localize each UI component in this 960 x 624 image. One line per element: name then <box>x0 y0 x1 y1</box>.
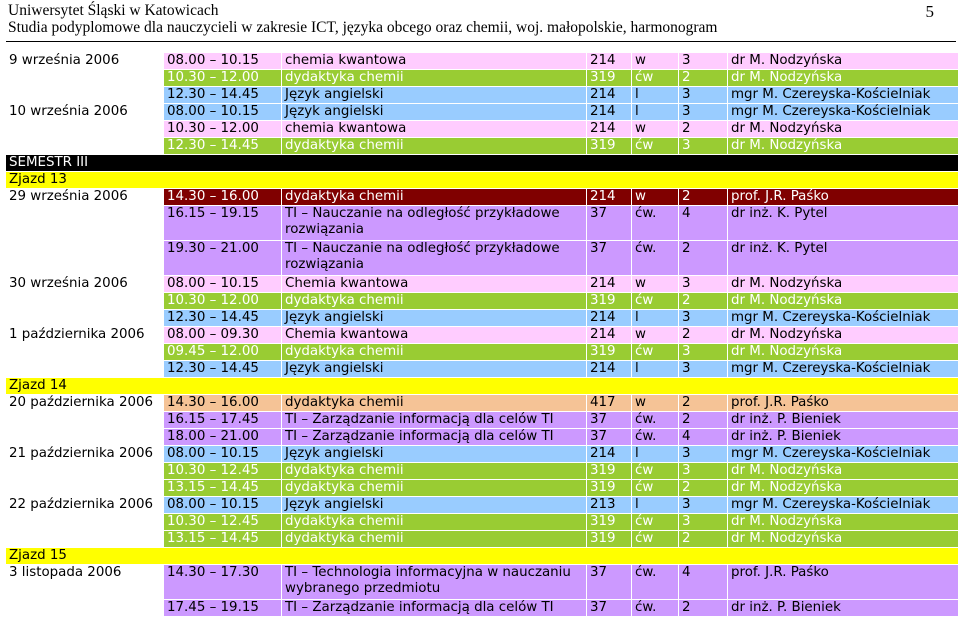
class-type-cell: w <box>632 395 679 412</box>
date-cell: 3 listopada 2006 <box>6 565 164 600</box>
subject-cell: dydaktyka chemii <box>282 531 587 548</box>
date-cell <box>6 87 164 104</box>
date-cell <box>6 531 164 548</box>
program-title: Studia podyplomowe dla nauczycieli w zakresie ICT, języka obcego oraz chemii, woj. małopolskie, harmonogram <box>8 19 718 36</box>
schedule-row <box>6 395 959 412</box>
teacher-cell: mgr M. Czereyska-Kościelniak <box>728 104 959 121</box>
university-name: Uniwersytet Śląski w Katowicach <box>8 2 219 19</box>
class-type-cell: ćw <box>632 293 679 310</box>
time-cell: 16.15 – 17.45 <box>164 412 282 429</box>
teacher-cell: dr M. Nodzyńska <box>728 121 959 138</box>
zjazd-label: Zjazd 13 <box>6 172 959 189</box>
zjazd-row <box>6 378 959 395</box>
hours-cell: 2 <box>679 70 728 87</box>
subject-cell: Język angielski <box>282 104 587 121</box>
schedule-row <box>6 600 959 617</box>
class-type-cell: ćw. <box>632 600 679 617</box>
schedule-row <box>6 206 959 241</box>
schedule-row <box>6 565 959 600</box>
schedule-row <box>6 327 959 344</box>
hours-cell: 3 <box>679 104 728 121</box>
class-type-cell: ćw. <box>632 429 679 446</box>
date-cell <box>6 121 164 138</box>
hours-cell: 2 <box>679 412 728 429</box>
room-cell: 319 <box>587 138 632 155</box>
hours-cell: 3 <box>679 138 728 155</box>
date-cell <box>6 70 164 87</box>
class-type-cell: l <box>632 104 679 121</box>
subject-cell: Język angielski <box>282 87 587 104</box>
room-cell: 214 <box>587 87 632 104</box>
class-type-cell: ćw <box>632 344 679 361</box>
date-cell <box>6 344 164 361</box>
date-cell <box>6 429 164 446</box>
room-cell: 214 <box>587 53 632 70</box>
subject-cell: chemia kwantowa <box>282 121 587 138</box>
teacher-cell: dr inż. P. Bieniek <box>728 600 959 617</box>
subject-cell: dydaktyka chemii <box>282 344 587 361</box>
hours-cell: 2 <box>679 327 728 344</box>
time-cell: 16.15 – 19.15 <box>164 206 282 241</box>
teacher-cell: dr M. Nodzyńska <box>728 138 959 155</box>
class-type-cell: l <box>632 361 679 378</box>
room-cell: 213 <box>587 497 632 514</box>
class-type-cell: ćw. <box>632 412 679 429</box>
class-type-cell: w <box>632 276 679 293</box>
date-cell: 10 września 2006 <box>6 104 164 121</box>
class-type-cell: l <box>632 87 679 104</box>
room-cell: 214 <box>587 276 632 293</box>
hours-cell: 2 <box>679 189 728 206</box>
time-cell: 08.00 – 10.15 <box>164 104 282 121</box>
schedule-row <box>6 53 959 70</box>
room-cell: 214 <box>587 104 632 121</box>
class-type-cell: ćw. <box>632 241 679 276</box>
class-type-cell: w <box>632 53 679 70</box>
teacher-cell: dr M. Nodzyńska <box>728 53 959 70</box>
hours-cell: 2 <box>679 480 728 497</box>
schedule-row <box>6 276 959 293</box>
hours-cell: 2 <box>679 395 728 412</box>
room-cell: 417 <box>587 395 632 412</box>
hours-cell: 4 <box>679 429 728 446</box>
subject-cell: dydaktyka chemii <box>282 480 587 497</box>
time-cell: 08.00 – 10.15 <box>164 497 282 514</box>
room-cell: 37 <box>587 429 632 446</box>
hours-cell: 2 <box>679 600 728 617</box>
date-cell: 1 października 2006 <box>6 327 164 344</box>
schedule-table <box>5 52 959 617</box>
schedule-row <box>6 344 959 361</box>
date-cell: 30 września 2006 <box>6 276 164 293</box>
teacher-cell: dr M. Nodzyńska <box>728 327 959 344</box>
date-cell <box>6 480 164 497</box>
subject-cell: TI – Zarządzanie informacją dla celów TI <box>282 412 587 429</box>
zjazd-label: Zjazd 15 <box>6 548 959 565</box>
date-cell <box>6 463 164 480</box>
room-cell: 214 <box>587 446 632 463</box>
time-cell: 10.30 – 12.45 <box>164 514 282 531</box>
room-cell: 37 <box>587 241 632 276</box>
teacher-cell: dr M. Nodzyńska <box>728 480 959 497</box>
time-cell: 18.00 – 21.00 <box>164 429 282 446</box>
schedule-row <box>6 87 959 104</box>
class-type-cell: w <box>632 189 679 206</box>
date-cell <box>6 361 164 378</box>
room-cell: 319 <box>587 480 632 497</box>
schedule-row <box>6 429 959 446</box>
room-cell: 214 <box>587 327 632 344</box>
room-cell: 319 <box>587 463 632 480</box>
hours-cell: 3 <box>679 446 728 463</box>
zjazd-label: Zjazd 14 <box>6 378 959 395</box>
class-type-cell: l <box>632 310 679 327</box>
room-cell: 319 <box>587 344 632 361</box>
teacher-cell: dr M. Nodzyńska <box>728 276 959 293</box>
time-cell: 14.30 – 16.00 <box>164 395 282 412</box>
subject-cell: TI – Zarządzanie informacją dla celów TI <box>282 600 587 617</box>
teacher-cell: prof. J.R. Paśko <box>728 565 959 600</box>
teacher-cell: mgr M. Czereyska-Kościelniak <box>728 497 959 514</box>
hours-cell: 4 <box>679 206 728 241</box>
teacher-cell: mgr M. Czereyska-Kościelniak <box>728 446 959 463</box>
subject-cell: dydaktyka chemii <box>282 138 587 155</box>
time-cell: 08.00 – 10.15 <box>164 276 282 293</box>
schedule-row <box>6 361 959 378</box>
teacher-cell: prof. J.R. Paśko <box>728 189 959 206</box>
subject-cell: Język angielski <box>282 497 587 514</box>
date-cell <box>6 138 164 155</box>
date-cell <box>6 514 164 531</box>
time-cell: 14.30 – 16.00 <box>164 189 282 206</box>
subject-cell: dydaktyka chemii <box>282 189 587 206</box>
schedule-row <box>6 446 959 463</box>
teacher-cell: mgr M. Czereyska-Kościelniak <box>728 361 959 378</box>
hours-cell: 3 <box>679 514 728 531</box>
subject-cell: dydaktyka chemii <box>282 293 587 310</box>
teacher-cell: dr M. Nodzyńska <box>728 463 959 480</box>
subject-cell: chemia kwantowa <box>282 53 587 70</box>
subject-cell: dydaktyka chemii <box>282 395 587 412</box>
room-cell: 214 <box>587 310 632 327</box>
room-cell: 319 <box>587 70 632 87</box>
room-cell: 37 <box>587 600 632 617</box>
teacher-cell: dr M. Nodzyńska <box>728 70 959 87</box>
room-cell: 37 <box>587 565 632 600</box>
hours-cell: 3 <box>679 53 728 70</box>
hours-cell: 3 <box>679 87 728 104</box>
schedule-row <box>6 70 959 87</box>
schedule-row <box>6 497 959 514</box>
time-cell: 13.15 – 14.45 <box>164 531 282 548</box>
time-cell: 10.30 – 12.00 <box>164 121 282 138</box>
class-type-cell: l <box>632 446 679 463</box>
date-cell <box>6 206 164 241</box>
date-cell: 21 października 2006 <box>6 446 164 463</box>
class-type-cell: ćw <box>632 480 679 497</box>
date-cell <box>6 293 164 310</box>
schedule-body <box>6 53 959 617</box>
subject-cell: Język angielski <box>282 446 587 463</box>
teacher-cell: dr M. Nodzyńska <box>728 293 959 310</box>
subject-cell: TI – Nauczanie na odległość przykładowe rozwiązania <box>282 206 587 241</box>
subject-cell: TI – Zarządzanie informacją dla celów TI <box>282 429 587 446</box>
date-cell <box>6 310 164 327</box>
schedule-row <box>6 310 959 327</box>
teacher-cell: dr inż. K. Pytel <box>728 206 959 241</box>
subject-cell: Język angielski <box>282 310 587 327</box>
class-type-cell: ćw <box>632 531 679 548</box>
hours-cell: 3 <box>679 344 728 361</box>
date-cell: 29 września 2006 <box>6 189 164 206</box>
date-cell <box>6 600 164 617</box>
time-cell: 17.45 – 19.15 <box>164 600 282 617</box>
teacher-cell: dr inż. P. Bieniek <box>728 429 959 446</box>
time-cell: 12.30 – 14.45 <box>164 310 282 327</box>
date-cell: 22 października 2006 <box>6 497 164 514</box>
schedule-row <box>6 104 959 121</box>
schedule-row <box>6 412 959 429</box>
hours-cell: 2 <box>679 293 728 310</box>
subject-cell: dydaktyka chemii <box>282 514 587 531</box>
schedule-row <box>6 189 959 206</box>
time-cell: 14.30 – 17.30 <box>164 565 282 600</box>
room-cell: 319 <box>587 514 632 531</box>
schedule-row <box>6 121 959 138</box>
semester-label: SEMESTR III <box>6 155 959 172</box>
time-cell: 19.30 – 21.00 <box>164 241 282 276</box>
hours-cell: 3 <box>679 310 728 327</box>
hours-cell: 3 <box>679 276 728 293</box>
time-cell: 08.00 – 10.15 <box>164 446 282 463</box>
hours-cell: 3 <box>679 497 728 514</box>
schedule-row <box>6 241 959 276</box>
room-cell: 319 <box>587 531 632 548</box>
class-type-cell: w <box>632 327 679 344</box>
schedule-row <box>6 531 959 548</box>
hours-cell: 2 <box>679 531 728 548</box>
teacher-cell: dr M. Nodzyńska <box>728 514 959 531</box>
subject-cell: dydaktyka chemii <box>282 463 587 480</box>
page-number: 5 <box>925 2 934 21</box>
teacher-cell: dr inż. K. Pytel <box>728 241 959 276</box>
date-cell: 9 września 2006 <box>6 53 164 70</box>
schedule-row <box>6 138 959 155</box>
zjazd-row <box>6 548 959 565</box>
teacher-cell: prof. J.R. Paśko <box>728 395 959 412</box>
class-type-cell: ćw <box>632 138 679 155</box>
date-cell: 20 października 2006 <box>6 395 164 412</box>
time-cell: 12.30 – 14.45 <box>164 138 282 155</box>
time-cell: 10.30 – 12.00 <box>164 293 282 310</box>
header-divider <box>6 41 956 42</box>
subject-cell: TI – Technologia informacyjna w nauczaniu wybranego przedmiotu <box>282 565 587 600</box>
time-cell: 08.00 – 10.15 <box>164 53 282 70</box>
hours-cell: 3 <box>679 361 728 378</box>
class-type-cell: ćw <box>632 514 679 531</box>
teacher-cell: dr M. Nodzyńska <box>728 531 959 548</box>
schedule-row <box>6 293 959 310</box>
class-type-cell: ćw <box>632 463 679 480</box>
hours-cell: 3 <box>679 463 728 480</box>
class-type-cell: ćw. <box>632 565 679 600</box>
room-cell: 319 <box>587 293 632 310</box>
teacher-cell: dr M. Nodzyńska <box>728 344 959 361</box>
document-header <box>8 2 717 36</box>
hours-cell: 2 <box>679 121 728 138</box>
time-cell: 12.30 – 14.45 <box>164 87 282 104</box>
time-cell: 10.30 – 12.45 <box>164 463 282 480</box>
room-cell: 214 <box>587 121 632 138</box>
room-cell: 214 <box>587 189 632 206</box>
time-cell: 08.00 – 09.30 <box>164 327 282 344</box>
time-cell: 10.30 – 12.00 <box>164 70 282 87</box>
subject-cell: Chemia kwantowa <box>282 276 587 293</box>
semester-row <box>6 155 959 172</box>
subject-cell: dydaktyka chemii <box>282 70 587 87</box>
subject-cell: Chemia kwantowa <box>282 327 587 344</box>
date-cell <box>6 412 164 429</box>
room-cell: 214 <box>587 361 632 378</box>
teacher-cell: mgr M. Czereyska-Kościelniak <box>728 87 959 104</box>
hours-cell: 4 <box>679 565 728 600</box>
class-type-cell: ćw. <box>632 206 679 241</box>
schedule-row <box>6 463 959 480</box>
date-cell <box>6 241 164 276</box>
time-cell: 12.30 – 14.45 <box>164 361 282 378</box>
class-type-cell: w <box>632 121 679 138</box>
teacher-cell: mgr M. Czereyska-Kościelniak <box>728 310 959 327</box>
schedule-row <box>6 480 959 497</box>
room-cell: 37 <box>587 412 632 429</box>
subject-cell: TI – Nauczanie na odległość przykładowe rozwiązania <box>282 241 587 276</box>
room-cell: 37 <box>587 206 632 241</box>
schedule-row <box>6 514 959 531</box>
time-cell: 13.15 – 14.45 <box>164 480 282 497</box>
class-type-cell: ćw <box>632 70 679 87</box>
time-cell: 09.45 – 12.00 <box>164 344 282 361</box>
subject-cell: Język angielski <box>282 361 587 378</box>
teacher-cell: dr inż. P. Bieniek <box>728 412 959 429</box>
zjazd-row <box>6 172 959 189</box>
hours-cell: 2 <box>679 241 728 276</box>
class-type-cell: l <box>632 497 679 514</box>
